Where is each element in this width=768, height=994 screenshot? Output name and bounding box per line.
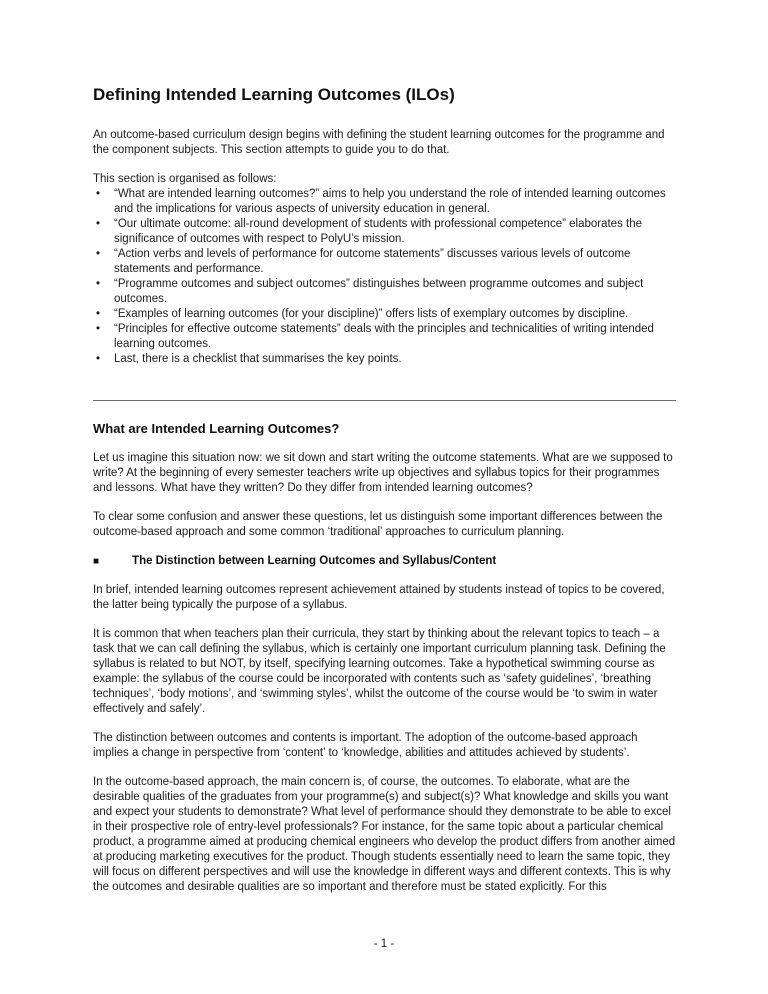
section-overview-list [93, 187, 676, 367]
list-item: • “Action verbs and levels of performance for outcome statements” discusses various levels of outcome statements and performance. [93, 247, 676, 277]
list-item: • “Principles for effective outcome statements” deals with the principles and technicalities of writing intended learning outcomes. [93, 322, 676, 352]
subsection-heading-label: The Distinction between Learning Outcomes and Syllabus/Content [132, 555, 497, 567]
section-paragraph: To clear some confusion and answer these questions, let us distinguish some important differences between the outcome-based approach and some common ‘traditional’ approaches to curriculum planning. [93, 511, 663, 538]
section-paragraph: It is common that when teachers plan their curricula, they start by thinking about the relevant topics to teach – a task that we can call defining the syllabus, which is certainly one important curriculum planning task. Defining the syllabus is related to but NOT, by itself, specifying learning outcomes. Take a hypothetical swimming course as example: the syllabus of the course could be incorporated with contents such as ‘safety guidelines’, ‘breathing techniques’, ‘body motions’, and ‘swimming styles’, whilst the outcome of the course would be ‘to swim in water effectively and safely’. [93, 628, 666, 715]
list-item: • Last, there is a checklist that summarises the key points. [93, 352, 676, 367]
document-title: Defining Intended Learning Outcomes (ILOs) [93, 85, 455, 104]
section-paragraph: In the outcome-based approach, the main concern is, of course, the outcomes. To elaborate, what are the desirable qualities of the graduates from your programme(s) and subject(s)? What knowledge and skills you want and expect your students to demonstrate? What level of performance should they demonstrate to be able to excel in their prospective role of entry-level professionals? For instance, for the same topic about a particular chemical product, a programme aimed at producing chemical engineers who develop the product differs from another aimed at producing marketing executives for the product. Though students essentially need to learn the same topic, they will focus on different perspectives and will use the knowledge in different ways and different contexts. This is why the outcomes and desirable qualities are so important and therefore must be stated explicitly. For this [93, 776, 676, 893]
section-paragraph: In brief, intended learning outcomes represent achievement attained by students instead of topics to be covered, the latter being typically the purpose of a syllabus. [93, 584, 665, 611]
list-item: • “Examples of learning outcomes (for your discipline)” offers lists of exemplary outcomes by discipline. [93, 307, 676, 322]
list-item: • “Programme outcomes and subject outcomes” distinguishes between programme outcomes and subject outcomes. [93, 277, 676, 307]
section-heading: What are Intended Learning Outcomes? [93, 421, 340, 436]
subsection-heading [93, 554, 676, 569]
section-paragraph: Let us imagine this situation now: we sit down and start writing the outcome statements. What are we supposed to write? At the beginning of every semester teachers write up objectives and syllabus topics for their programmes and lessons. What have they written? Do they differ from intended learning outcomes? [93, 452, 673, 494]
list-item: • “Our ultimate outcome: all-round development of students with professional competence” elaborates the significance of outcomes with respect to PolyU’s mission. [93, 217, 676, 247]
list-item: • “What are intended learning outcomes?” aims to help you understand the role of intended learning outcomes and the implications for various aspects of university education in general. [93, 187, 676, 217]
section-paragraph: The distinction between outcomes and contents is important. The adoption of the outcome-based approach implies a change in perspective from ‘content’ to ‘knowledge, abilities and attitudes achieved by students’. [93, 732, 638, 759]
page-number: - 1 - [373, 938, 395, 950]
intro-paragraph: An outcome-based curriculum design begins with defining the student learning outcomes for the programme and the component subjects. This section attempts to guide you to do that. [93, 129, 665, 156]
section-divider [93, 400, 676, 401]
list-intro-line: This section is organised as follows: [93, 173, 277, 185]
square-bullet-icon: ■ [93, 556, 100, 567]
